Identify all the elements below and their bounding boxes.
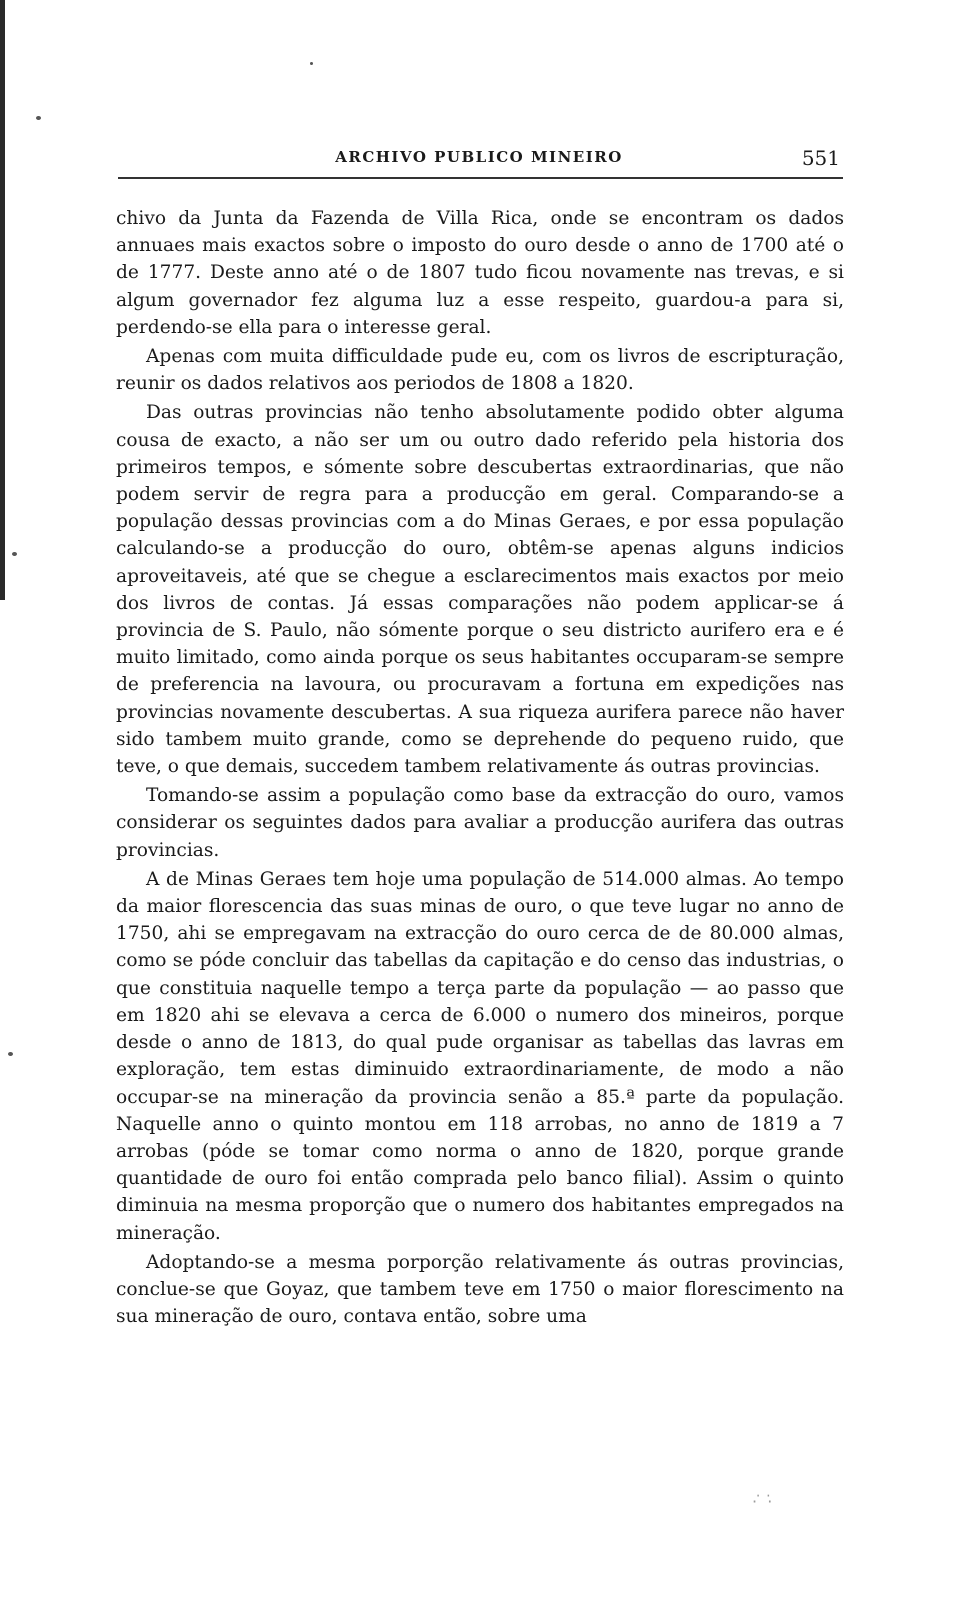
paragraph: Apenas com muita difficuldade pude eu, com os livros de escripturação, reunir os dados relativos aos periodos de 1808 a 1820. — [116, 346, 844, 395]
ink-speck — [8, 1052, 13, 1056]
paragraph: Adoptando-se a mesma porporção relativamente ás outras provincias, conclue-se que Goyaz, que tambem teve em 1750 o maior florescimento na sua mineração de ouro, contava então, sobre uma — [116, 1251, 844, 1328]
header-rule — [118, 177, 843, 179]
page-edge-shadow — [0, 0, 5, 600]
paragraph: Tomando-se assim a população como base da extracção do ouro, vamos considerar os seguintes dados para avaliar a producção aurifera das outras provincias. — [116, 785, 844, 861]
paragraph: A de Minas Geraes tem hoje uma população de 514.000 almas. Ao tempo da maior florescencia das suas minas de ouro, o que teve lugar no anno de 1750, ahi se empregavam na extracção do ouro cerca de de 80.000 almas, como se póde concluir das tabellas da capitação e do censo das industrias, o que constituia naquelle tempo a terça parte da população — ao passo que em 1820 ahi se elevava a cerca de 6.000 o numero dos mineiros, porque desde o anno de 1813, do qual pude organisar as tabellas das lavras em exploração, tem estas diminuido extraordinariamente, de modo a não occupar-se na mineração da provincia senão a 85.ª parte da população. Naquelle anno o quinto montou em 118 arrobas, no anno de 1819 a 7 arrobas (póde se tomar como norma o anno de 1820, porque grande quantidade de ouro foi então comprada pelo banco filial). Assim o quinto diminuia na mesma proporção que o numero dos habitantes empregados na mineração. — [116, 868, 844, 1244]
ink-speck — [310, 62, 313, 65]
page-number: 551 — [801, 146, 840, 170]
paragraph: Das outras provincias não tenho absolutamente podido obter alguma cousa de exacto, a não ser um ou outro dado referido pela historia dos primeiros tempos, e sómente sobre descubertas extraordinarias, que não podem servir de regra para a producção em geral. Comparando-se a população dessas provincias com a do Minas Geraes, e por essa população calculando-se a producção do ouro, obtêm-se apenas alguns indicios aproveitaveis, até que se chegue a esclarecimentos mais exactos por meio dos livros de contas. Já essas comparações não podem applicar-se á provincia de S. Paulo, não sómente porque o seu districto aurifero era e é muito limitado, como ainda porque os seus habitantes occuparam-se sempre de preferencia na lavoura, ou procuravam a fortuna em expedições nas provincias novamente descubertas. A sua riqueza aurifera parece não haver sido tambem muito grande, como se deprehende do pequeno ruido, que teve, o que demais, succedem tambem relativamente ás outras provincias. — [116, 402, 844, 778]
body-text — [116, 205, 844, 1332]
ink-speck — [12, 552, 17, 556]
ink-mark: · ̇ ·̇ — [752, 1492, 773, 1511]
ink-speck — [36, 116, 41, 120]
running-header — [118, 146, 840, 172]
paragraph: chivo da Junta da Fazenda de Villa Rica, onde se encontram os dados annuaes mais exactos sobre o imposto do ouro desde o anno de 1700 até o de 1777. Deste anno até o de 1807 tudo ficou novamente nas trevas, e si algum governador fez alguma luz a esse respeito, guardou-a para si, perdendo-se ella para o interesse geral. — [116, 208, 844, 338]
header-title: ARCHIVO PUBLICO MINEIRO — [335, 148, 623, 166]
